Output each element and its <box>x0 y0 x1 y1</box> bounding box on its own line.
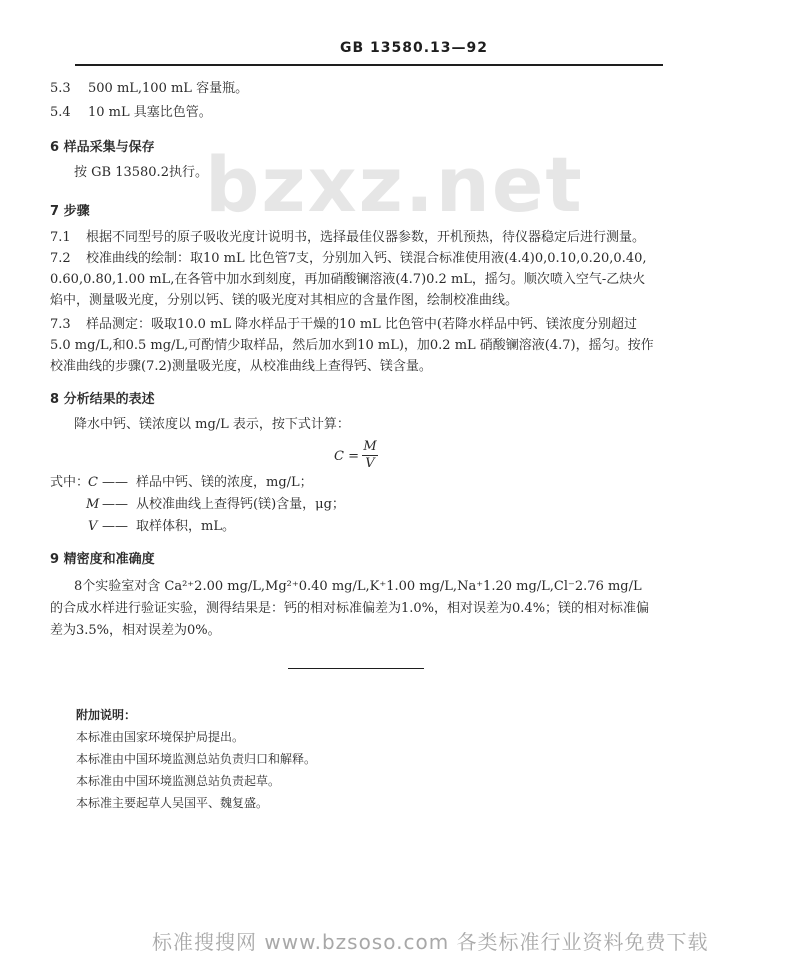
step-7-3-number: 7.3 <box>50 317 71 332</box>
notes-line: 本标准主要起草人吴国平、魏复盛。 <box>76 796 269 810</box>
step-7-2-line: 焰中，测量吸光度，分别以钙、镁的吸光度对其相应的含量作图，绘制校准曲线。 <box>50 293 519 308</box>
item-5-3-text: 500 mL,100 mL 容量瓶。 <box>88 81 249 96</box>
step-7-1-number: 7.1 <box>50 230 71 245</box>
step-7-2-number: 7.2 <box>50 251 71 266</box>
section-6-title: 6 样品采集与保存 <box>50 140 155 155</box>
notes-line: 本标准由中国环境监测总站负责起草。 <box>76 774 281 788</box>
formula-denominator: V <box>365 456 375 471</box>
formula-fraction <box>362 440 378 471</box>
where-label: 式中： <box>50 475 90 490</box>
formula-lhs: C = <box>334 449 359 464</box>
section-9-title: 9 精密度和准确度 <box>50 552 155 567</box>
watermark: bzxz.net <box>205 140 584 229</box>
definition-dash: —— <box>102 519 128 534</box>
standard-code-header: GB 13580.13—92 <box>340 40 489 56</box>
end-of-text-rule <box>288 668 424 669</box>
formula-numerator: M <box>363 439 377 454</box>
notes-line: 本标准由国家环境保护局提出。 <box>76 730 245 744</box>
definition-c: 样品中钙、镁的浓度，mg/L； <box>136 475 313 490</box>
symbol-m: M <box>86 497 100 512</box>
step-7-3-line: 校准曲线的步骤(7.2)测量吸光度，从校准曲线上查得钙、镁含量。 <box>50 359 432 374</box>
item-5-4-number: 5.4 <box>50 105 71 120</box>
item-5-4-text: 10 mL 具塞比色管。 <box>88 105 212 120</box>
item-5-3-number: 5.3 <box>50 81 71 96</box>
section-7-title: 7 步骤 <box>50 204 90 219</box>
section-8-title: 8 分析结果的表述 <box>50 392 155 407</box>
step-7-1-line: 根据不同型号的原子吸收光度计说明书，选择最佳仪器参数，开机预热，待仪器稳定后进行测量。 <box>86 230 646 245</box>
step-7-2-line: 校准曲线的绘制：取10 mL 比色管7支，分别加入钙、镁混合标准使用液(4.4)0,0.10,0.20,0.40, <box>86 251 647 266</box>
notes-title: 附加说明： <box>76 708 137 722</box>
section-9-line: 的合成水样进行验证实验，测得结果是：钙的相对标准偏差为1.0%，相对误差为0.4%；镁的相对标准偏 <box>50 601 650 616</box>
step-7-3-line: 5.0 mg/L,和0.5 mg/L,可酌情少取样品，然后加水到10 mL)，加0.2 mL 硝酸镧溶液(4.7)，摇匀。按作 <box>50 338 654 353</box>
step-7-2-line: 0.60,0.80,1.00 mL,在各管中加水到刻度，再加硝酸镧溶液(4.7)0.2 mL，摇匀。顺次喷入空气-乙炔火 <box>50 272 646 287</box>
definition-m: 从校准曲线上查得钙(镁)含量，μg； <box>136 497 345 512</box>
header-rule <box>75 64 663 66</box>
footer-site-banner: 标准搜搜网 www.bzsoso.com 各类标准行业资料免费下载 <box>152 930 709 954</box>
definition-dash: —— <box>102 475 128 490</box>
symbol-c: C <box>88 475 98 490</box>
section-6-body: 按 GB 13580.2执行。 <box>74 165 208 180</box>
section-9-line: 差为3.5%，相对误差为0%。 <box>50 623 221 638</box>
step-7-3-line: 样品测定：吸取10.0 mL 降水样品于干燥的10 mL 比色管中(若降水样品中钙、镁浓度分别超过 <box>86 317 638 332</box>
section-8-intro: 降水中钙、镁浓度以 mg/L 表示，按下式计算： <box>74 417 350 432</box>
symbol-v: V <box>88 519 98 534</box>
definition-v: 取样体积，mL。 <box>136 519 235 534</box>
section-9-line: 8个实验室对含 Ca²⁺2.00 mg/L,Mg²⁺0.40 mg/L,K⁺1.00 mg/L,Na⁺1.20 mg/L,Cl⁻2.76 mg/L <box>74 579 642 594</box>
definition-dash: —— <box>102 497 128 512</box>
notes-line: 本标准由中国环境监测总站负责归口和解释。 <box>76 752 317 766</box>
